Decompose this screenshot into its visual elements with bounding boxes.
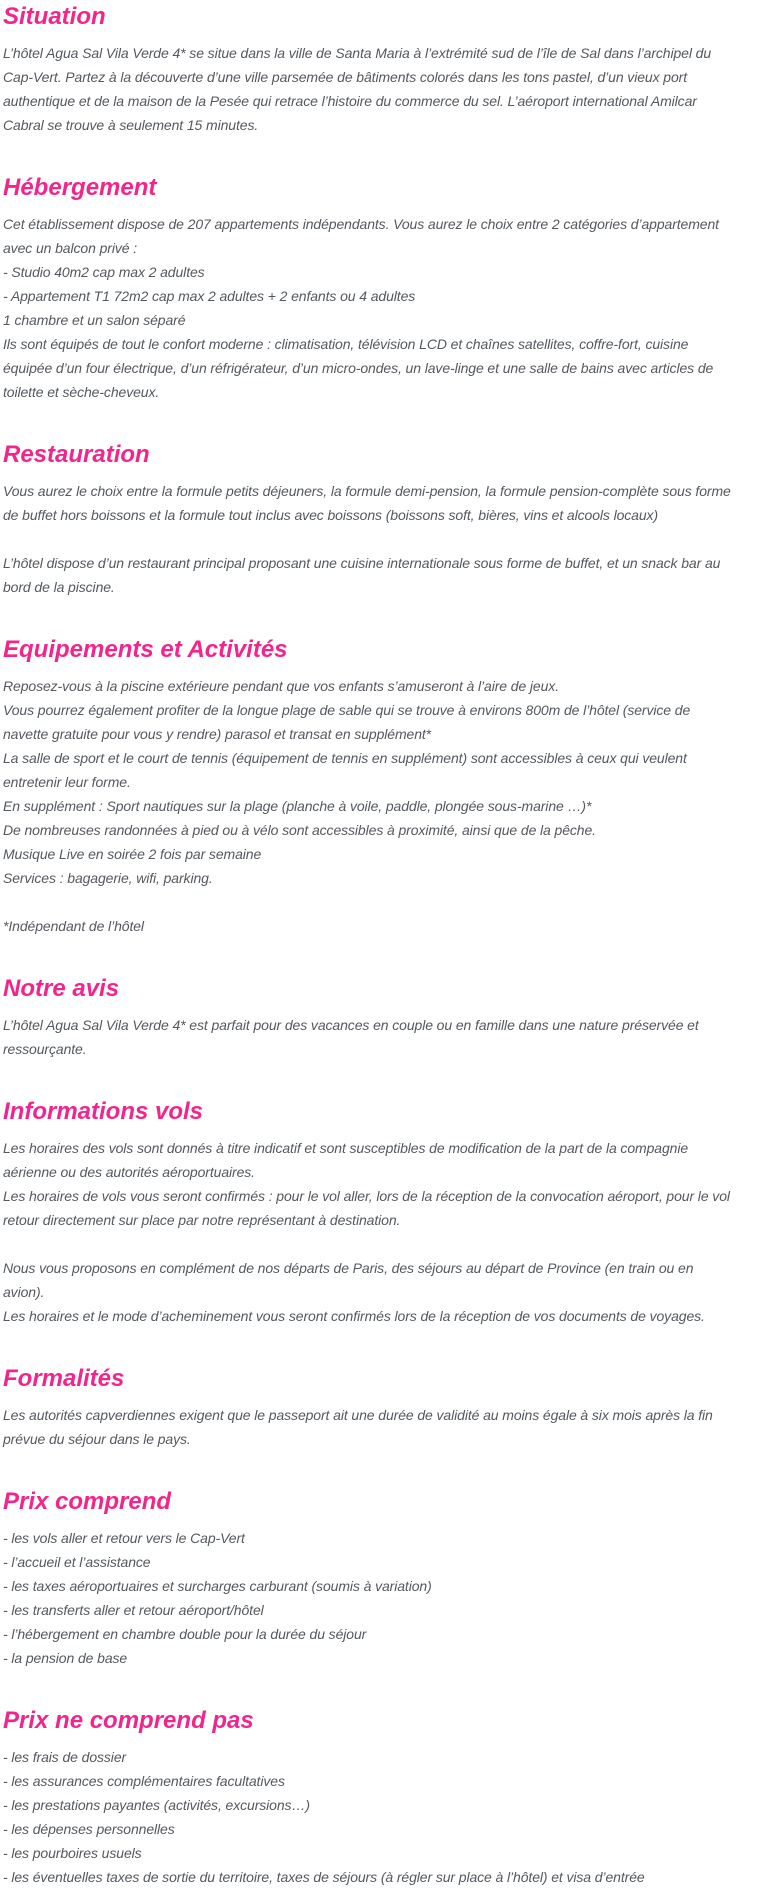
blank-line [3,527,738,551]
section-informations-vols [3,1099,738,1328]
text-line: Les horaires des vols sont donnés à titre indicatif et sont susceptibles de modification de la part de la compagnie aérienne ou des autorités aéroportuaires. [3,1140,689,1180]
text-line: Vous pourrez également profiter de la longue plage de sable qui se trouve à environs 800m de l’hôtel (service de navette gratuite pour vous y rendre) parasol et transat en supplément* [3,702,691,742]
text-line: - les taxes aéroportuaires et surcharges carburant (soumis à variation) [3,1578,432,1594]
text-line: Les horaires de vols vous seront confirmés : pour le vol aller, lors de la réception de la convocation aéroport, pour le vol retour directement sur place par notre représentant à destination. [3,1188,730,1228]
text-line: De nombreuses randonnées à pied ou à vélo sont accessibles à proximité, ainsi que de la pêche. [3,822,596,838]
text-line: L’hôtel dispose d’un restaurant principal proposant une cuisine internationale sous forme de buffet, et un snack bar au bord de la piscine. [3,555,721,595]
text-line: - les éventuelles taxes de sortie du territoire, taxes de séjours (à régler sur place à l’hôtel) et visa d’entrée [3,1869,645,1885]
text-line: - les pourboires usuels [3,1845,142,1861]
blank-line [3,1232,738,1256]
text-line: L’hôtel Agua Sal Vila Verde 4* se situe dans la ville de Santa Maria à l’extrémité sud de l’île de Sal dans l’archipel du Cap-Vert. Partez à la découverte d’une ville parsemée de bâtiments colorés dans les tons pastel, d’un vieux port authentique et de la maison de la Pesée qui retrace l’histoire du commerce du sel. L’aéroport international Amilcar Cabral se trouve à seulement 15 minutes. [3,45,712,133]
section-heading: Formalités [3,1365,125,1392]
section-formalites [3,1366,738,1451]
section-heading: Equipements et Activités [3,636,288,663]
text-line: Reposez-vous à la piscine extérieure pendant que vos enfants s’amuseront à l’aire de jeux. [3,678,559,694]
section-situation [3,4,738,137]
section-prix-comprend [3,1489,738,1670]
section-heading: Situation [3,3,106,30]
text-line: - Appartement T1 72m2 cap max 2 adultes + 2 enfants ou 4 adultes [3,288,416,304]
text-line: - l’hébergement en chambre double pour la durée du séjour [3,1626,367,1642]
section-notre-avis [3,976,738,1061]
section-heading: Informations vols [3,1098,204,1125]
text-line: La salle de sport et le court de tennis (équipement de tennis en supplément) sont accessibles à ceux qui veulent entretenir leur forme. [3,750,687,790]
text-line: - les dépenses personnelles [3,1821,175,1837]
text-line: - les frais de dossier [3,1749,127,1765]
text-line: Nous vous proposons en complément de nos départs de Paris, des séjours au départ de Province (en train ou en avion). [3,1260,694,1300]
section-heading: Hébergement [3,174,157,201]
text-line: Services : bagagerie, wifi, parking. [3,870,213,886]
section-hebergement [3,175,738,404]
text-line: Vous aurez le choix entre la formule petits déjeuners, la formule demi-pension, la formule pension-complète sous forme de buffet hors boissons et la formule tout inclus avec boissons (boissons soft, bières, vins et alcools locaux) [3,483,731,523]
text-line: - la pension de base [3,1650,128,1666]
text-line: - les transferts aller et retour aéroport/hôtel [3,1602,264,1618]
text-line: Les horaires et le mode d’acheminement vous seront confirmés lors de la réception de vos documents de voyages. [3,1308,705,1324]
section-heading: Prix comprend [3,1488,172,1515]
section-equipements-activites [3,637,738,938]
text-line: - les assurances complémentaires facultatives [3,1773,285,1789]
text-line: L’hôtel Agua Sal Vila Verde 4* est parfait pour des vacances en couple ou en famille dans une nature préservée et ressourçante. [3,1017,699,1057]
text-line: - les vols aller et retour vers le Cap-Vert [3,1530,245,1546]
section-heading: Restauration [3,441,150,468]
text-line: 1 chambre et un salon séparé [3,312,186,328]
section-restauration [3,442,738,599]
text-line: Cet établissement dispose de 207 appartements indépendants. Vous aurez le choix entre 2 catégories d’appartement avec un balcon privé : [3,216,719,256]
text-line: *Indépendant de l’hôtel [3,918,144,934]
text-line: Musique Live en soirée 2 fois par semaine [3,846,262,862]
text-line: En supplément : Sport nautiques sur la plage (planche à voile, paddle, plongée sous-marine …)* [3,798,592,814]
text-line: - les prestations payantes (activités, excursions…) [3,1797,310,1813]
section-heading: Prix ne comprend pas [3,1707,254,1734]
blank-line [3,890,738,914]
text-line: Ils sont équipés de tout le confort moderne : climatisation, télévision LCD et chaînes satellites, coffre-fort, cuisine équipée d’un four électrique, d’un réfrigérateur, d’un micro-ondes, un lave-linge et une salle de bains avec articles de toilette et sèche-cheveux. [3,336,714,400]
section-heading: Notre avis [3,975,120,1002]
text-line: - l’accueil et l’assistance [3,1554,151,1570]
section-prix-ne-comprend-pas [3,1708,738,1889]
text-line: - Studio 40m2 cap max 2 adultes [3,264,205,280]
text-line: Les autorités capverdiennes exigent que le passeport ait une durée de validité au moins égale à six mois après la fin prévue du séjour dans le pays. [3,1407,713,1447]
